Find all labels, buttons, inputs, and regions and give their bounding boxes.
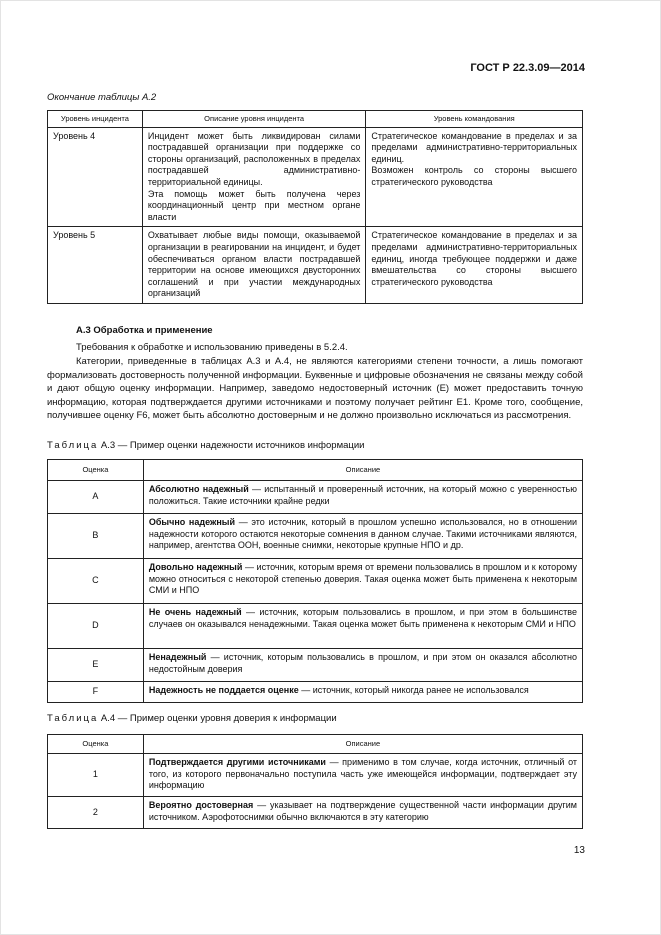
incident-description-cell: Охватывает любые виды помощи, оказываемой организации в реагировании на инцидент, и будет обеспечиваться органом власти пострадавшей территории на основе имеющихся двусторонних соглашений и при участии международных организаций <box>142 227 366 304</box>
table-row <box>48 754 583 797</box>
grade-cell: F <box>48 682 144 703</box>
term-definition: — испытанный и проверенный источник, на который можно с уверенностью положиться. Такие источники крайне редки <box>148 484 577 506</box>
caption-word: Таблица <box>47 440 99 451</box>
table-header-row <box>48 460 583 481</box>
table-header-row <box>48 735 583 754</box>
document-id: ГОСТ Р 22.3.09—2014 <box>470 62 585 74</box>
incident-description-cell <box>142 127 366 227</box>
grade-cell: E <box>48 649 144 682</box>
grade-cell: 1 <box>48 754 144 797</box>
grade-cell: C <box>48 559 144 604</box>
term: Не очень надежный <box>148 607 242 617</box>
table-row <box>48 797 583 829</box>
caption-word: Таблица <box>47 713 99 724</box>
cell-text: Инцидент может быть ликвидирован силами пострадавшей организации при поддержке со стороны организаций, расположенных в пределах пострадавшей административно-территориальной единицы. <box>147 130 361 187</box>
term-definition: — применимо в том случае, когда источник, отличный от того, из которого первоначально поступила часть уже имеющейся информации, подтверждает эту информацию <box>148 757 577 791</box>
description-cell <box>143 649 582 682</box>
column-header: Оценка <box>48 460 144 481</box>
section-heading: А.3 Обработка и применение <box>76 325 213 336</box>
incident-level-cell: Уровень 5 <box>48 227 143 304</box>
table-row <box>48 649 583 682</box>
table-row <box>48 559 583 604</box>
description-cell <box>143 797 582 829</box>
description-cell <box>143 604 582 649</box>
grade-cell: D <box>48 604 144 649</box>
column-header: Уровень инцидента <box>48 111 143 128</box>
caption-text: А.3 — Пример оценки надежности источников информации <box>100 440 365 451</box>
description-cell <box>143 514 582 559</box>
paragraph: Требования к обработке и использованию приведены в 5.2.4. <box>76 342 348 353</box>
caption-text: А.4 — Пример оценки уровня доверия к информации <box>100 713 337 724</box>
column-header: Оценка <box>48 735 144 754</box>
table-a2-caption: Окончание таблицы А.2 <box>47 92 157 103</box>
table-a2 <box>47 110 583 304</box>
term-definition: — источник, которым пользовались в прошлом, и при этом в большинстве случаев он оказывался ненадежными. Такая оценка может быть применена к некоторым СМИ и НПО <box>148 607 577 629</box>
cell-text: Стратегическое командование в пределах и за пределами административно-территориальных единиц. <box>371 130 577 164</box>
table-row <box>48 227 583 304</box>
table-row <box>48 481 583 514</box>
term: Надежность не поддается оценке <box>148 685 299 695</box>
term: Абсолютно надежный <box>148 484 249 494</box>
page-number: 13 <box>573 845 585 856</box>
column-header: Описание <box>143 460 582 481</box>
term-definition: — указывает на подтверждение существенной части информации другим источником. Аэрофотоснимки обычно включаются в эту категорию <box>148 800 577 822</box>
table-a4 <box>47 734 583 829</box>
cell-text: Возможен контроль со стороны высшего стратегического руководства <box>371 165 577 187</box>
table-a3-caption <box>47 440 364 451</box>
column-header: Уровень командования <box>366 111 583 128</box>
term: Обычно надежный <box>148 517 236 527</box>
command-level-cell <box>366 127 583 227</box>
cell-text: Эта помощь может быть получена через координационный центр при местном органе власти <box>147 188 361 222</box>
term: Ненадежный <box>148 652 207 662</box>
table-a3 <box>47 459 583 703</box>
grade-cell: B <box>48 514 144 559</box>
term: Довольно надежный <box>148 562 243 572</box>
table-a4-caption <box>47 713 337 724</box>
term-definition: — это источник, который в прошлом успешно использовался, но в отношении надежности которого остаются некоторые сомнения в данном случае. Такими источниками являются, например, агентства ООН, военные снимки, некоторые крупные НПО и др. <box>148 517 577 551</box>
table-row <box>48 604 583 649</box>
description-cell <box>143 682 582 703</box>
table-header-row <box>48 111 583 128</box>
grade-cell: A <box>48 481 144 514</box>
description-cell <box>143 559 582 604</box>
command-level-cell: Стратегическое командование в пределах и за пределами административно-территориальных единиц, иногда требующее поддержки и даже вмешательства со стороны высшего стратегического руководства <box>366 227 583 304</box>
table-row <box>48 682 583 703</box>
term-definition: — источник, которым время от времени пользовались в прошлом и к которому можно относиться с некоторой степенью доверия. Такая оценка может быть применена к некоторым СМИ и НПО <box>148 562 577 596</box>
grade-cell: 2 <box>48 797 144 829</box>
column-header: Описание уровня инцидента <box>142 111 366 128</box>
paragraph: Категории, приведенные в таблицах А.3 и А.4, не являются категориями степени точности, а лишь помогают формализовать достоверность полученной информации. Буквенные и цифровые обозначения не связаны между собой и дают общую оценку информации. Например, заведомо недостоверный источник (Е) может предоставить точную информацию, которая подтверждается другими источниками и поэтому получает рейтинг Е1. Кроме того, сообщение, получившее оценку F6, может быть абсолютно достоверным и не должно произвольно исключаться из рассмотрения. <box>47 356 583 421</box>
description-cell <box>143 481 582 514</box>
term-definition: — источник, который никогда ранее не использовался <box>298 685 529 695</box>
table-row <box>48 127 583 227</box>
incident-level-cell: Уровень 4 <box>48 127 143 227</box>
term: Вероятно достоверная <box>148 800 254 810</box>
term-definition: — источник, которым пользовались в прошлом, и при этом он оказался абсолютно недостойным доверия <box>148 652 577 674</box>
term: Подтверждается другими источниками <box>148 757 326 767</box>
column-header: Описание <box>143 735 582 754</box>
table-row <box>48 514 583 559</box>
description-cell <box>143 754 582 797</box>
